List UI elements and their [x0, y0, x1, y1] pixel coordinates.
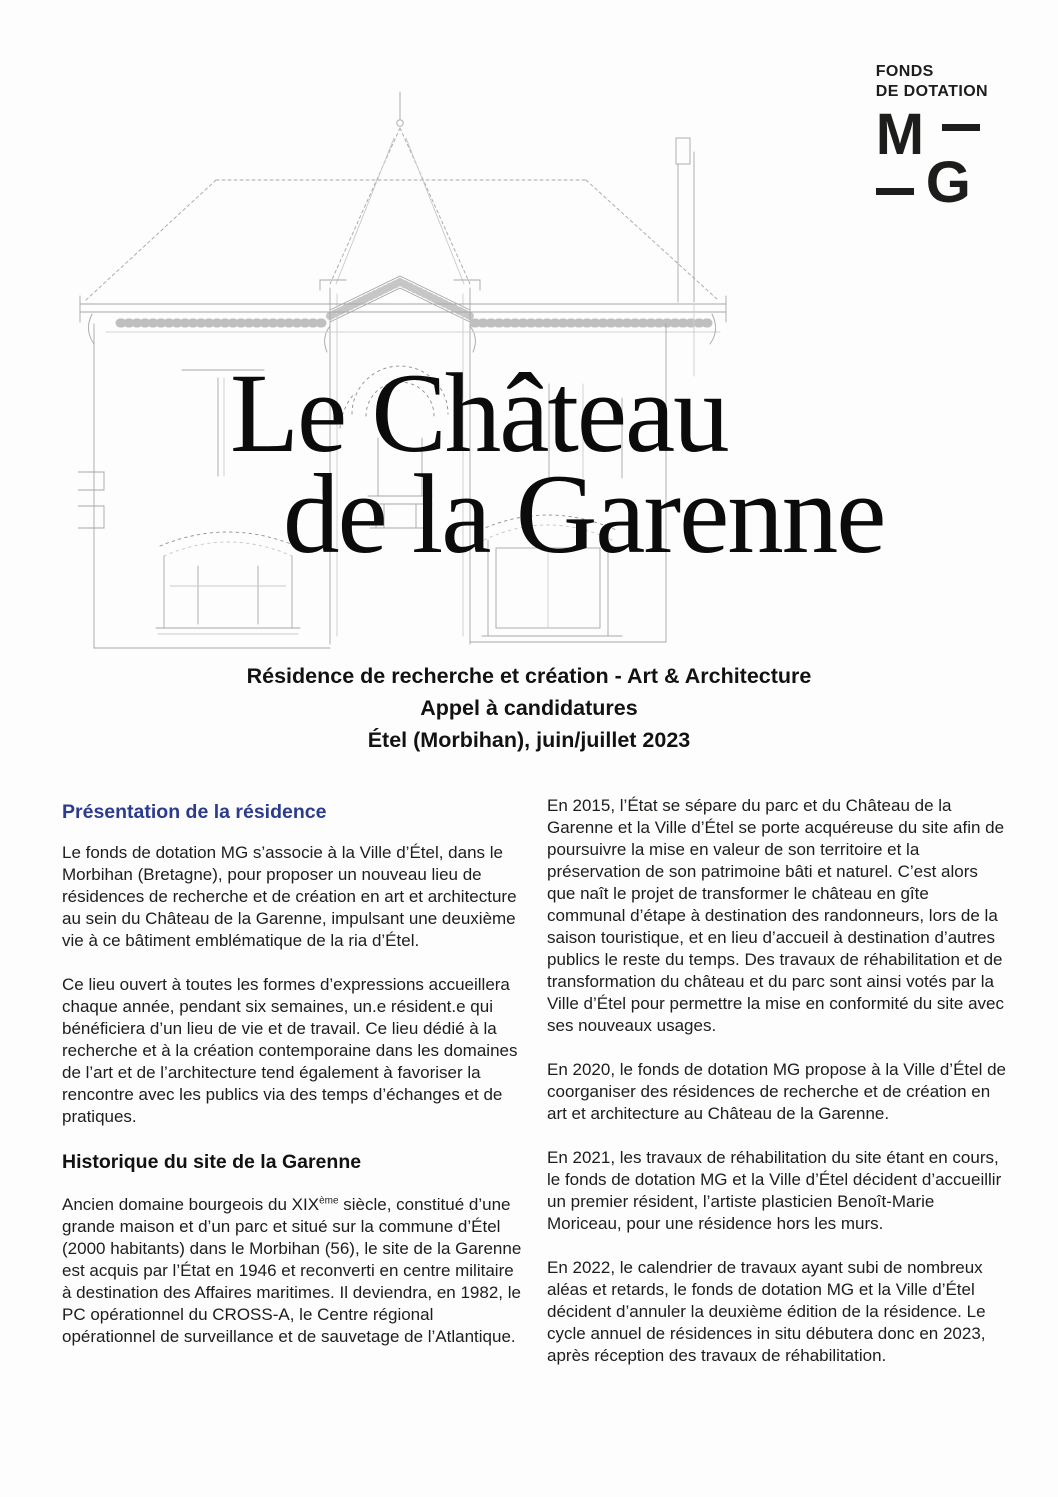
monogram-letter-g: G	[925, 150, 971, 215]
subtitle-block	[0, 660, 1058, 756]
subtitle-line3: Étel (Morbihan), juin/juillet 2023	[367, 728, 691, 752]
monogram-dash-icon	[942, 124, 980, 131]
right-column	[547, 795, 1007, 1389]
left-column	[62, 800, 522, 1370]
heading-presentation: Présentation de la résidence	[62, 801, 327, 823]
mg-monogram	[875, 102, 988, 215]
paragraph: En 2015, l’État se sépare du parc et du Château de la Garenne et la Ville d’Étel se porte acquéreuse du site afin de poursuivre la mise en valeur de son territoire et la préservation de son patrimoine bâti et naturel. C’est alors que naît le projet de transformer le château en gîte communal d’étape à destination des randonneurs, lors de la saison touristique, et en lieu d’accueil à destination d’autres publics le reste du temps. Des travaux de réhabilitation et de transformation du château et du parc sont ainsi votés par la Ville d’Étel pour permettre la mise en conformité du site avec ses nouveaux usages.	[547, 796, 1005, 1035]
subtitle-line1: Résidence de recherche et création - Art & Architecture	[246, 664, 812, 688]
paragraph: En 2020, le fonds de dotation MG propose à la Ville d’Étel de coorganiser des résidences de recherche et de création en art et architecture au Château de la Garenne.	[547, 1060, 1006, 1123]
monogram-letter-m: M	[875, 102, 925, 167]
paragraph: Ancien domaine bourgeois du XIXème siècle, constitué d’une grande maison et d’un parc et situé sur la commune d’Étel (2000 habitants) dans le Morbihan (56), le site de la Garenne est acquis par l’État en 1946 et reconverti en centre militaire à destination des Affaires maritimes. Il deviendra, en 1982, le PC opérationnel du CROSS-A, le Centre régional opérationnel de surveillance et de sauvetage de l’Atlantique.	[62, 1195, 522, 1346]
monogram-dash-icon	[876, 188, 914, 195]
subtitle-line2: Appel à candidatures	[420, 696, 638, 720]
fonds-de-dotation-logo	[875, 62, 988, 215]
logo-wordmark-line2: DE DOTATION	[875, 83, 988, 100]
title-line2: de la Garenne	[283, 452, 885, 577]
paragraph: En 2021, les travaux de réhabilitation du site étant en cours, le fonds de dotation MG et la Ville d’Étel décident d’accueillir un premier résident, l’artiste plasticien Benoît-Marie Moriceau, pour une résidence hors les murs.	[547, 1148, 1002, 1233]
paragraph: En 2022, le calendrier de travaux ayant subi de nombreux aléas et retards, le fonds de dotation MG et la Ville d’Étel décident d’annuler la deuxième édition de la résidence. Le cycle annuel de résidences in situ débutera donc en 2023, après réception des travaux de réhabilitation.	[547, 1258, 986, 1365]
paragraph: Ce lieu ouvert à toutes les formes d’expressions accueillera chaque année, pendant six semaines, un.e résident.e qui bénéficiera d’un lieu de vie et de travail. Ce lieu dédié à la recherche et à la création contemporaine dans les domaines de l’art et de l’architecture tend également à favoriser la rencontre avec les publics via des temps d’échanges et de pratiques.	[62, 975, 518, 1126]
chateau-elevation-drawing	[78, 76, 768, 654]
logo-wordmark-line1: FONDS	[875, 63, 934, 80]
heading-historique: Historique du site de la Garenne	[62, 1151, 362, 1173]
superscript-eme: ème	[319, 1195, 339, 1207]
title-line1: Le Château	[230, 351, 728, 476]
paragraph: Le fonds de dotation MG s’associe à la Ville d’Étel, dans le Morbihan (Bretagne), pour proposer un nouveau lieu de résidences de recherche et de création en art et architecture au sein du Château de la Garenne, impulsant une deuxième vie à ce bâtiment emblématique de la ria d’Étel.	[62, 843, 517, 950]
